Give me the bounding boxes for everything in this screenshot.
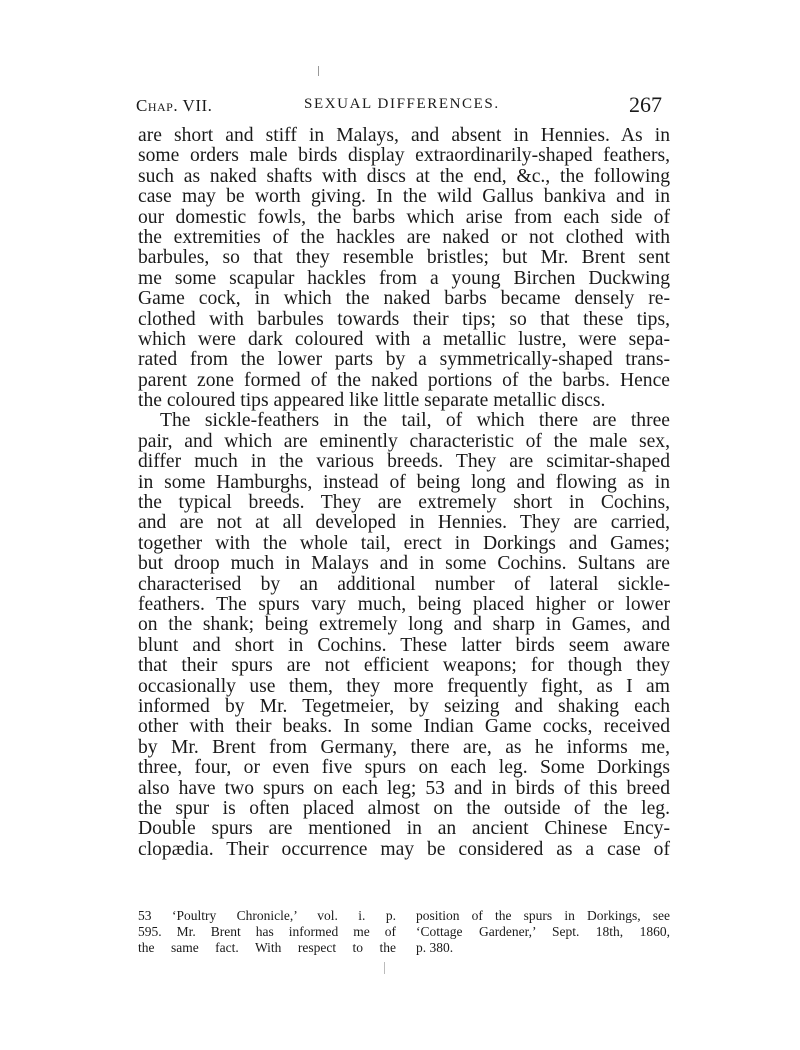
body-line: characterised by an additional number of lateral sickle- [138, 573, 670, 595]
body-line: that their spurs are not efficient weapons; for though they [138, 655, 670, 677]
body-line: Double spurs are mentioned in an ancient Chinese Ency- [138, 818, 670, 840]
body-line: occasionally use them, they more frequently fight, as I am [138, 675, 670, 697]
body-line: The sickle-feathers in the tail, of which there are three [160, 410, 670, 432]
body-line: informed by Mr. Tegetmeier, by seizing and shaking each [138, 695, 670, 717]
body-line: also have two spurs on each leg; 53 and in birds of this breed [138, 777, 670, 799]
body-line: such as naked shafts with discs at the end, &c., the following [138, 165, 670, 187]
body-line: the coloured tips appeared like little separate metallic discs. [138, 390, 606, 412]
body-line: on the shank; being extremely long and sharp in Games, and [138, 614, 670, 636]
footnote-line: the same fact. With respect to the [138, 940, 396, 955]
bottom-rule-mark [384, 962, 385, 974]
body-line: which were dark coloured with a metallic lustre, were sepa- [138, 328, 670, 350]
body-line: differ much in the various breeds. They are scimitar-shaped [138, 451, 670, 473]
chapter-label: Chap. VII. [136, 96, 213, 115]
page-number: 267 [629, 92, 662, 117]
body-line: blunt and short in Cochins. These latter birds seem aware [138, 634, 670, 656]
body-line: case may be worth giving. In the wild Gallus bankiva and in [138, 186, 670, 208]
body-line: Game cock, in which the naked barbs became densely re- [138, 288, 670, 310]
body-line: are short and stiff in Malays, and absent in Hennies. As in [138, 125, 670, 146]
footnote-column-left [138, 908, 396, 956]
body-line: feathers. The spurs vary much, being placed higher or lower [138, 593, 670, 615]
body-line: the extremities of the hackles are naked or not clothed with [138, 226, 670, 248]
footnote-line: position of the spurs in Dorkings, see [416, 908, 670, 923]
body-line: clothed with barbules towards their tips; so that these tips, [138, 308, 670, 330]
body-line: our domestic fowls, the barbs which arise from each side of [138, 206, 670, 228]
footnote-line: ‘Cottage Gardener,’ Sept. 18th, 1860, [416, 924, 670, 939]
body-line: but droop much in Malays and in some Cochins. Sultans are [138, 553, 670, 575]
page-header [136, 92, 668, 122]
body-line: clopædia. Their occurrence may be considered as a case of [138, 838, 670, 860]
body-line: parent zone formed of the naked portions of the barbs. Hence [138, 369, 670, 391]
top-rule-mark [318, 66, 319, 76]
footnote-column-right [416, 908, 670, 956]
body-line: pair, and which are eminently characteristic of the male sex, [138, 430, 670, 452]
body-line: me some scapular hackles from a young Birchen Duckwing [138, 267, 670, 289]
body-line: together with the whole tail, erect in Dorkings and Games; [138, 532, 670, 554]
running-title: SEXUAL DIFFERENCES. [304, 96, 500, 112]
footnote-line: 595. Mr. Brent has informed me of [138, 924, 396, 939]
footnote-line: p. 380. [416, 940, 454, 955]
body-line: rated from the lower parts by a symmetrically-shaped trans- [138, 349, 670, 371]
body-line: by Mr. Brent from Germany, there are, as he informs me, [138, 736, 670, 758]
body-line: three, four, or even five spurs on each leg. Some Dorkings [138, 757, 670, 779]
body-line: the typical breeds. They are extremely short in Cochins, [138, 492, 670, 514]
body-text [138, 126, 670, 860]
body-line: other with their beaks. In some Indian Game cocks, received [138, 716, 670, 738]
body-line: and are not at all developed in Hennies. They are carried, [138, 512, 670, 534]
body-line: the spur is often placed almost on the outside of the leg. [138, 797, 670, 819]
body-line: in some Hamburghs, instead of being long and flowing as in [138, 471, 670, 493]
footnote-line: 53 ‘Poultry Chronicle,’ vol. i. p. [138, 908, 396, 923]
body-line: barbules, so that they resemble bristles; but Mr. Brent sent [138, 247, 670, 269]
body-line: some orders male birds display extraordinarily-shaped feathers, [138, 145, 670, 167]
